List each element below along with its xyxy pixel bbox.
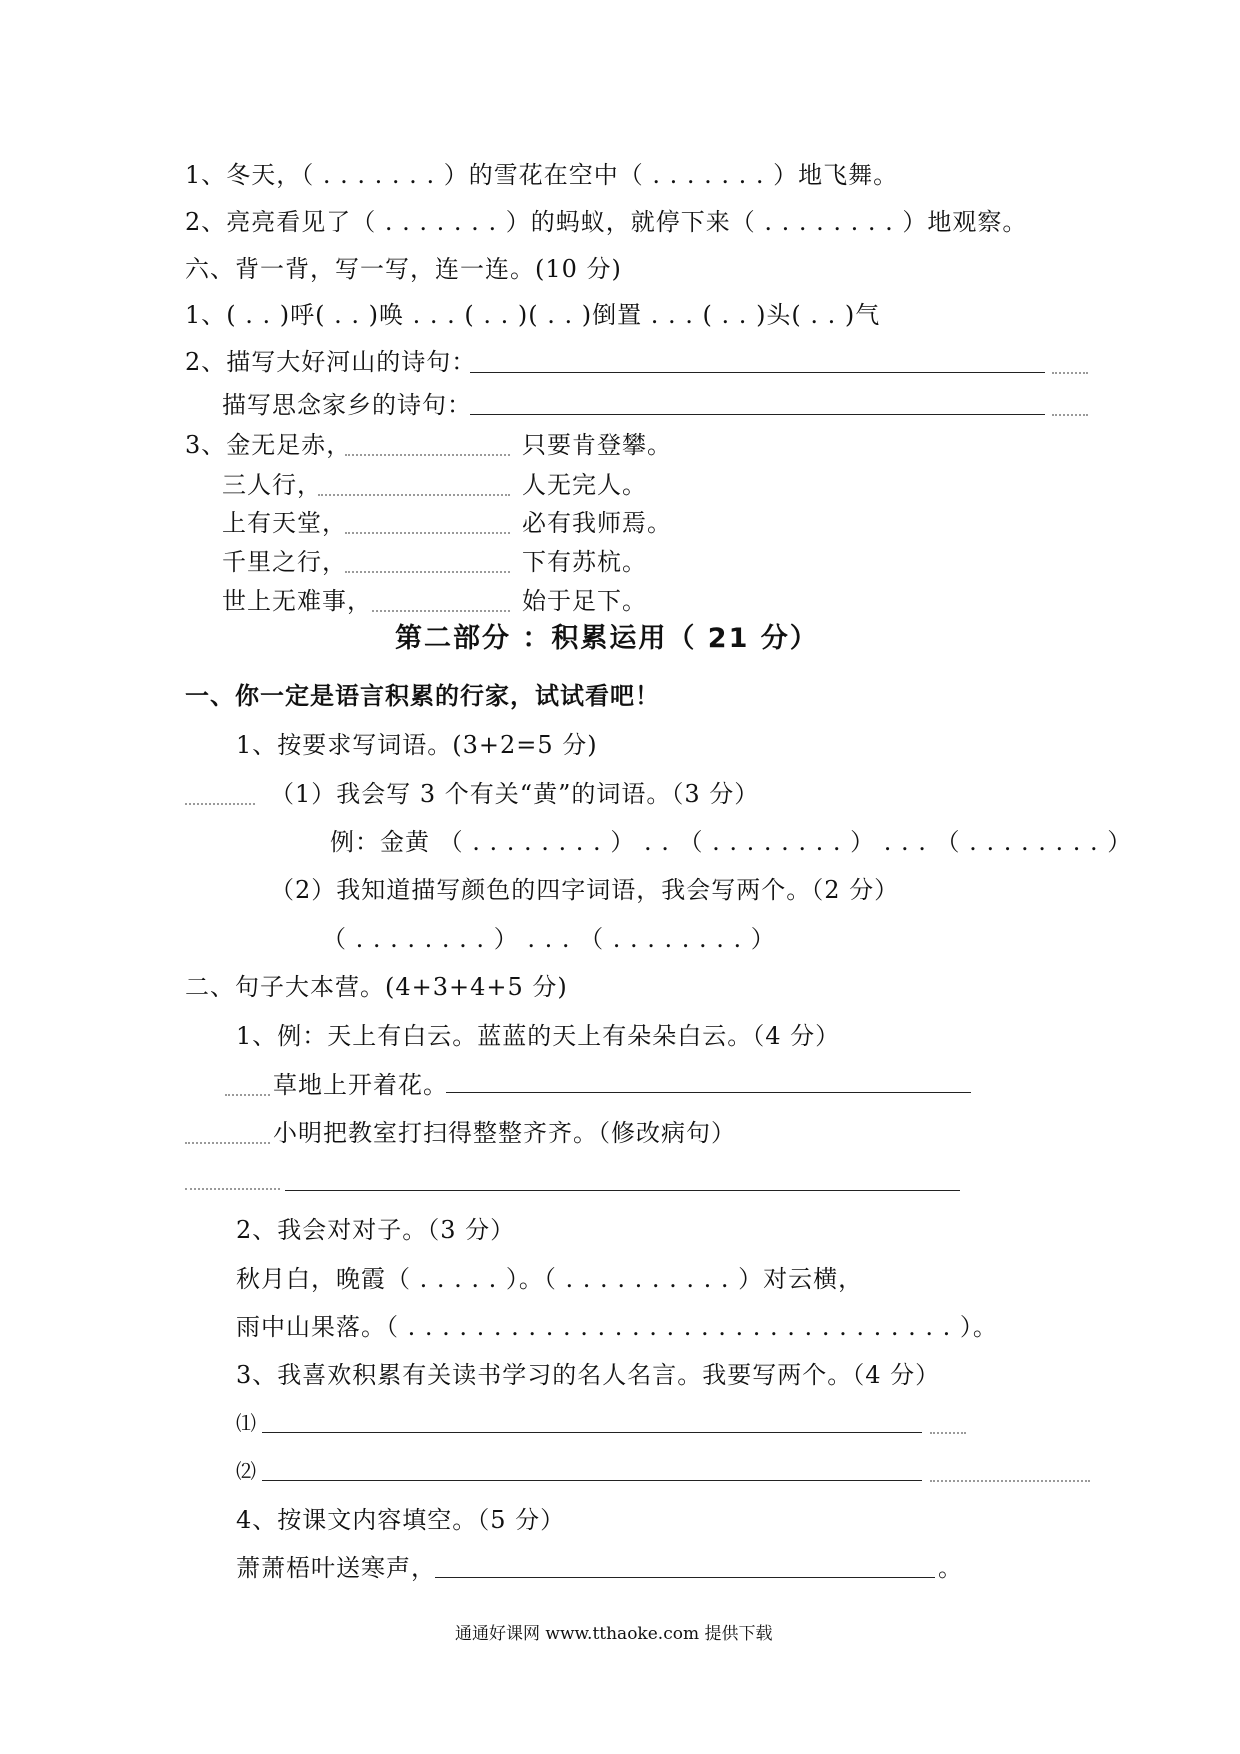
dotted-filler xyxy=(372,610,510,612)
dotted-filler xyxy=(1052,372,1088,374)
section-heading: 六、背一背，写一写，连一连。(10 分) xyxy=(185,255,622,283)
answer-line[interactable] xyxy=(470,372,1045,373)
section-heading: 二、句子大本营。(4+3+4+5 分) xyxy=(185,973,568,1001)
answer-line[interactable] xyxy=(262,1480,922,1481)
answer-blanks[interactable]: （ . . . . . . . . ） . . . （ . . . . . . . . ） xyxy=(322,925,776,953)
answer-line[interactable] xyxy=(285,1190,960,1191)
dotted-filler xyxy=(345,454,510,456)
dotted-filler xyxy=(345,571,510,573)
question-line: 萧萧梧叶送寒声， xyxy=(236,1554,436,1582)
couplet-line[interactable]: 雨中山果落。（ . . . . . . . . . . . . . . . . . . . . . . . . . . . . . . . . ）。 xyxy=(236,1313,998,1341)
dotted-filler xyxy=(225,1094,270,1096)
dotted-filler xyxy=(930,1480,1090,1482)
question-line: 1、冬天，（ . . . . . . . ）的雪花在空中（ . . . . . . . ）地飞舞。 xyxy=(185,161,899,189)
answer-line[interactable] xyxy=(262,1432,922,1433)
question-line: 3、我喜欢积累有关读书学习的名人名言。我要写两个。（4 分） xyxy=(236,1361,941,1389)
dotted-filler xyxy=(1052,414,1088,416)
match-right: 只要肯登攀。 xyxy=(522,431,672,459)
section-heading: 一、你一定是语言积累的行家，试试看吧！ xyxy=(185,681,660,710)
question-line: 草地上开着花。 xyxy=(273,1071,448,1099)
match-right: 下有苏杭。 xyxy=(522,548,647,576)
question-line: （2）我知道描写颜色的四字词语，我会写两个。（2 分） xyxy=(270,876,900,904)
answer-blanks[interactable]: 例：金黄 （ . . . . . . . . ） . . （ . . . . . . . . ） . . . （ . . . . . . . . ） xyxy=(330,828,1133,856)
match-left: 千里之行， xyxy=(222,548,347,576)
question-line: 2、描写大好河山的诗句： xyxy=(185,348,477,376)
dotted-filler xyxy=(185,1142,270,1144)
match-right: 始于足下。 xyxy=(522,587,647,615)
answer-line[interactable] xyxy=(446,1092,971,1093)
item-number: ⑵ xyxy=(236,1459,257,1483)
dotted-filler xyxy=(318,494,510,496)
match-right: 人无完人。 xyxy=(522,471,647,499)
question-line: 1、( . . )呼( . . )唤 . . . ( . . )( . . )倒置 . . . ( . . )头( . . )气 xyxy=(185,301,881,329)
footer-credit: 通通好课网 www.tthaoke.com 提供下载 xyxy=(455,1624,773,1644)
dotted-filler xyxy=(185,1188,280,1190)
match-left: 世上无难事， xyxy=(222,587,372,615)
question-line: 4、按课文内容填空。（5 分） xyxy=(236,1506,566,1534)
question-line: 2、我会对对子。（3 分） xyxy=(236,1216,516,1244)
question-line: 1、例：天上有白云。蓝蓝的天上有朵朵白云。（4 分） xyxy=(236,1022,841,1050)
match-left: 上有天堂， xyxy=(222,509,347,537)
dotted-filler xyxy=(185,803,255,805)
question-line: 1、按要求写词语。(3+2=5 分) xyxy=(236,731,598,759)
match-left: 3、金无足赤， xyxy=(185,431,352,459)
question-line: 2、亮亮看见了（ . . . . . . . ）的蚂蚁，就停下来（ . . . . . . . . ）地观察。 xyxy=(185,208,1028,236)
dotted-filler xyxy=(345,532,510,534)
answer-line[interactable] xyxy=(470,414,1045,415)
match-left: 三人行， xyxy=(222,471,322,499)
line-end-punct: 。 xyxy=(938,1554,963,1582)
question-line: （1）我会写 3 个有关“黄”的词语。（3 分） xyxy=(270,780,760,808)
match-right: 必有我师焉。 xyxy=(522,509,672,537)
couplet-line[interactable]: 秋月白，晚霞（ . . . . . ）。（ . . . . . . . . . . ）对云横， xyxy=(236,1265,864,1293)
question-line: 小明把教室打扫得整整齐齐。（修改病句） xyxy=(273,1119,736,1147)
item-number: ⑴ xyxy=(236,1411,257,1435)
dotted-filler xyxy=(930,1432,966,1434)
part-title: 第二部分 ：积累运用（ 21 分） xyxy=(395,623,819,654)
question-line: 描写思念家乡的诗句： xyxy=(222,391,472,419)
answer-line[interactable] xyxy=(435,1577,935,1578)
